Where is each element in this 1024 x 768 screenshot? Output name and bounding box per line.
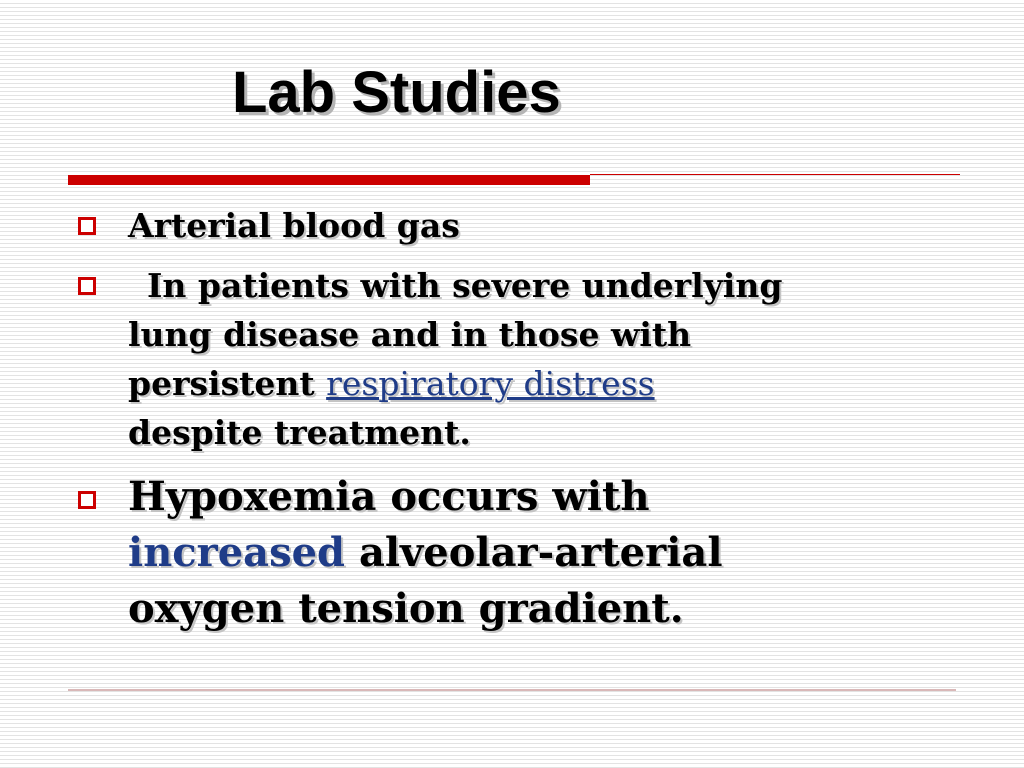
bullet-line: Hypoxemia occurs with [128, 473, 650, 520]
bullet-line: oxygen tension gradient. [128, 585, 684, 632]
bullet-line [128, 528, 723, 578]
bullet-line-text: alveolar-arterial [345, 529, 723, 576]
bullet-line-text: persistent [128, 364, 327, 403]
square-bullet-icon [78, 277, 96, 295]
bullet-text: Arterial blood gas [128, 206, 460, 245]
respiratory-distress-link[interactable]: respiratory distress [326, 364, 655, 403]
square-bullet-icon [78, 491, 96, 509]
bullet-line: despite treatment. [128, 413, 471, 452]
slide-title: Lab Studies [232, 60, 561, 125]
highlighted-term: increased [128, 529, 346, 576]
bullet-line: lung disease and in those with [128, 315, 692, 354]
footer-divider [68, 689, 956, 691]
square-bullet-icon [78, 217, 96, 235]
title-divider-thin [590, 174, 960, 175]
bullet-line [128, 359, 655, 409]
bullet-line: In patients with severe underlying [147, 266, 783, 305]
title-divider-thick [68, 175, 590, 185]
